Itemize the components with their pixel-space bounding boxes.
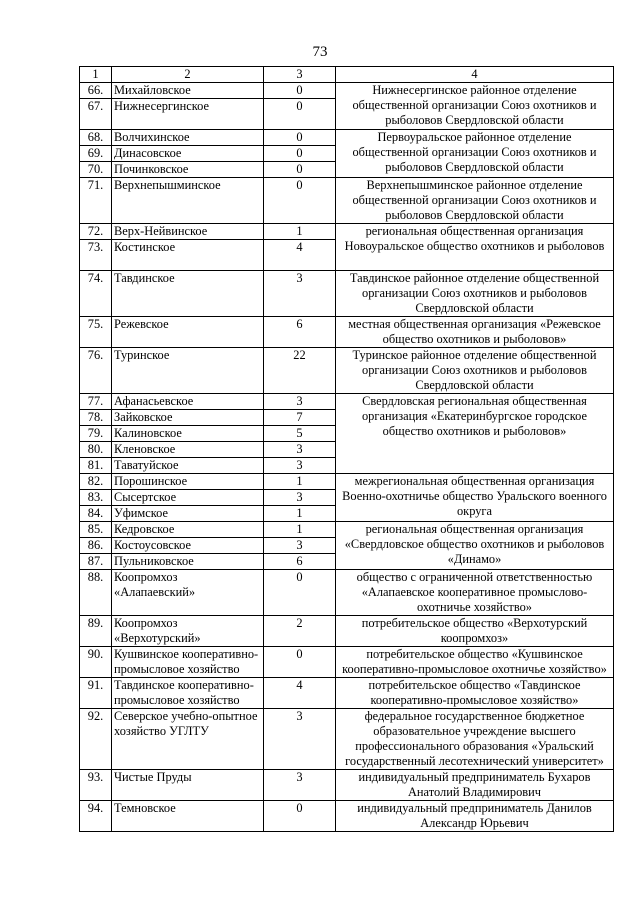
ground-name: Порошинское: [112, 474, 264, 490]
row-number: 74.: [80, 271, 112, 317]
row-number: 92.: [80, 709, 112, 770]
ground-count: 0: [264, 801, 336, 832]
ground-name: Верх-Нейвинское: [112, 224, 264, 240]
table-row: [80, 709, 614, 770]
hunting-grounds-table: [79, 66, 614, 832]
ground-name: Калиновское: [112, 426, 264, 442]
ground-name: Михайловское: [112, 83, 264, 99]
ground-name: Сысертское: [112, 490, 264, 506]
row-number: 85.: [80, 522, 112, 538]
row-number: 84.: [80, 506, 112, 522]
organization: местная общественная организация «Режевское общество охотников и рыболовов»: [336, 317, 614, 348]
ground-count: 0: [264, 146, 336, 162]
ground-name: Уфимское: [112, 506, 264, 522]
organization: Верхнепышминское районное отделение общественной организации Союз охотников и рыболовов Свердловской области: [336, 178, 614, 224]
organization: Тавдинское районное отделение общественной организации Союз охотников и рыболовов Свердловской области: [336, 271, 614, 317]
ground-count: 0: [264, 647, 336, 678]
row-number: 83.: [80, 490, 112, 506]
table-row: [80, 83, 614, 99]
ground-count: 0: [264, 130, 336, 146]
ground-name: Коопромхоз «Алапаевский»: [112, 570, 264, 616]
ground-count: 3: [264, 458, 336, 474]
table-row: [80, 178, 614, 224]
organization: потребительское общество «Тавдинское кооперативно-промысловое хозяйство»: [336, 678, 614, 709]
header-cell: 1: [80, 67, 112, 83]
ground-name: Тавдинское кооперативно-промысловое хозяйство: [112, 678, 264, 709]
ground-count: 7: [264, 410, 336, 426]
row-number: 89.: [80, 616, 112, 647]
organization: Нижнесергинское районное отделение общественной организации Союз охотников и рыболовов Свердловской области: [336, 83, 614, 130]
row-number: 80.: [80, 442, 112, 458]
ground-name: Пульниковское: [112, 554, 264, 570]
ground-name: Кушвинское кооперативно-промысловое хозяйство: [112, 647, 264, 678]
ground-name: Костинское: [112, 240, 264, 271]
ground-count: 0: [264, 178, 336, 224]
ground-name: Кленовское: [112, 442, 264, 458]
table-row: [80, 348, 614, 394]
table-row: [80, 570, 614, 616]
table-row: [80, 394, 614, 410]
ground-name: Нижнесергинское: [112, 99, 264, 130]
ground-name: Костоусовское: [112, 538, 264, 554]
row-number: 90.: [80, 647, 112, 678]
ground-count: 4: [264, 678, 336, 709]
ground-count: 6: [264, 317, 336, 348]
page-number: 73: [312, 44, 328, 60]
table-row: [80, 474, 614, 490]
row-number: 86.: [80, 538, 112, 554]
organization: Свердловская региональная общественная организация «Екатеринбургское городское общество охотников и рыболовов»: [336, 394, 614, 474]
row-number: 79.: [80, 426, 112, 442]
ground-name: Волчихинское: [112, 130, 264, 146]
ground-count: 0: [264, 99, 336, 130]
row-number: 73.: [80, 240, 112, 271]
organization: общество с ограниченной ответственностью «Алапаевское кооперативное промыслово-охотничье хозяйство»: [336, 570, 614, 616]
row-number: 75.: [80, 317, 112, 348]
header-cell: 3: [264, 67, 336, 83]
ground-count: 5: [264, 426, 336, 442]
table-row: [80, 678, 614, 709]
table-row: [80, 317, 614, 348]
ground-name: Таватуйское: [112, 458, 264, 474]
ground-name: Динасовское: [112, 146, 264, 162]
ground-name: Кедровское: [112, 522, 264, 538]
row-number: 94.: [80, 801, 112, 832]
ground-name: Афанасьевское: [112, 394, 264, 410]
table-row: [80, 616, 614, 647]
row-number: 93.: [80, 770, 112, 801]
row-number: 67.: [80, 99, 112, 130]
row-number: 72.: [80, 224, 112, 240]
row-number: 78.: [80, 410, 112, 426]
row-number: 81.: [80, 458, 112, 474]
organization: потребительское общество «Верхотурский коопромхоз»: [336, 616, 614, 647]
organization: межрегиональная общественная организация Военно-охотничье общество Уральского военного округа: [336, 474, 614, 522]
ground-count: 3: [264, 490, 336, 506]
header-cell: 2: [112, 67, 264, 83]
organization: федеральное государственное бюджетное образовательное учреждение высшего профессионального образования «Уральский государственный лесотехнический университет»: [336, 709, 614, 770]
row-number: 82.: [80, 474, 112, 490]
ground-count: 1: [264, 474, 336, 490]
table-row: [80, 224, 614, 240]
organization: потребительское общество «Кушвинское кооперативно-промысловое охотничье хозяйство»: [336, 647, 614, 678]
ground-name: Режевское: [112, 317, 264, 348]
ground-name: Починковское: [112, 162, 264, 178]
organization: индивидуальный предприниматель Данилов Александр Юрьевич: [336, 801, 614, 832]
ground-count: 2: [264, 616, 336, 647]
ground-count: 3: [264, 442, 336, 458]
ground-count: 3: [264, 770, 336, 801]
table-row: [80, 770, 614, 801]
ground-count: 3: [264, 538, 336, 554]
ground-count: 3: [264, 394, 336, 410]
header-cell: 4: [336, 67, 614, 83]
row-number: 91.: [80, 678, 112, 709]
ground-name: Темновское: [112, 801, 264, 832]
row-number: 71.: [80, 178, 112, 224]
ground-count: 1: [264, 522, 336, 538]
ground-count: 3: [264, 709, 336, 770]
table-header-row: [80, 67, 614, 83]
row-number: 69.: [80, 146, 112, 162]
organization: региональная общественная организация «Свердловское общество охотников и рыболовов «Динамо»: [336, 522, 614, 570]
row-number: 66.: [80, 83, 112, 99]
ground-name: Тавдинское: [112, 271, 264, 317]
ground-name: Коопромхоз «Верхотурский»: [112, 616, 264, 647]
organization: Туринское районное отделение общественной организации Союз охотников и рыболовов Свердловской области: [336, 348, 614, 394]
ground-name: Туринское: [112, 348, 264, 394]
organization: региональная общественная организация Новоуральское общество охотников и рыболовов: [336, 224, 614, 271]
ground-name: Верхнепышминское: [112, 178, 264, 224]
organization: индивидуальный предприниматель Бухаров Анатолий Владимирович: [336, 770, 614, 801]
table-row: [80, 271, 614, 317]
row-number: 88.: [80, 570, 112, 616]
row-number: 68.: [80, 130, 112, 146]
table-row: [80, 522, 614, 538]
ground-count: 4: [264, 240, 336, 271]
row-number: 70.: [80, 162, 112, 178]
ground-name: Северское учебно-опытное хозяйство УГЛТУ: [112, 709, 264, 770]
ground-count: 3: [264, 271, 336, 317]
ground-count: 0: [264, 83, 336, 99]
ground-count: 0: [264, 570, 336, 616]
row-number: 77.: [80, 394, 112, 410]
ground-count: 22: [264, 348, 336, 394]
ground-name: Зайковское: [112, 410, 264, 426]
table-row: [80, 647, 614, 678]
organization: Первоуральское районное отделение общественной организации Союз охотников и рыболовов Свердловской области: [336, 130, 614, 178]
table-row: [80, 801, 614, 832]
ground-name: Чистые Пруды: [112, 770, 264, 801]
ground-count: 1: [264, 506, 336, 522]
ground-count: 6: [264, 554, 336, 570]
row-number: 76.: [80, 348, 112, 394]
ground-count: 0: [264, 162, 336, 178]
ground-count: 1: [264, 224, 336, 240]
row-number: 87.: [80, 554, 112, 570]
table-row: [80, 130, 614, 146]
